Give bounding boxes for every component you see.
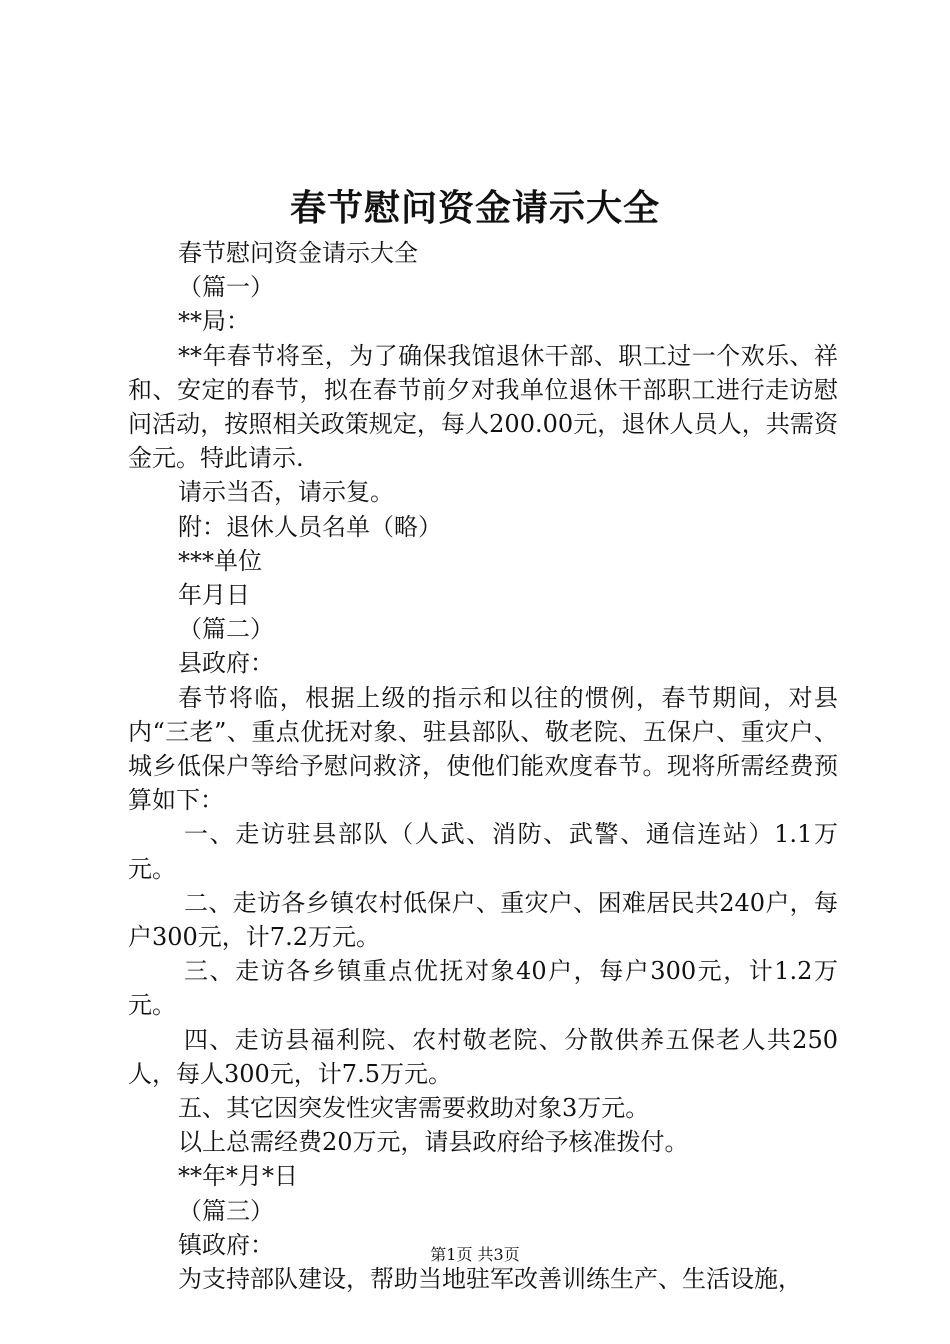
paragraph: （篇三） [178, 1196, 274, 1225]
paragraph: 五、其它因突发性灾害需要救助对象3万元。 [178, 1094, 650, 1123]
paragraph: （篇一） [178, 273, 274, 302]
page-footer: 第1页 共3页 [430, 1245, 520, 1264]
paragraph: 年月日 [178, 581, 250, 610]
paragraph: 二、走访各乡镇农村低保户、重灾户、困难居民共240户，每户300元，计7.2万元。 [128, 888, 838, 952]
paragraph: **年春节将至，为了确保我馆退休干部、职工过一个欢乐、祥和、安定的春节，拟在春节前夕对我单位退休干部职工进行走访慰问活动，按照相关政策规定，每人200.00元，退休人员人，共需资金元。特此请示. [128, 341, 838, 473]
paragraph: **局： [178, 307, 250, 336]
paragraph: 春节将临，根据上级的指示和以往的惯例，春节期间，对县内“三老”、重点优抚对象、驻县部队、敬老院、五保户、重灾户、城乡低保户等给予慰问救济，使他们能欢度春节。现将所需经费预算如下： [128, 683, 838, 815]
paragraph: 以上总需经费20万元，请县政府给予核准拨付。 [178, 1128, 689, 1157]
paragraph: 附：退休人员名单（略） [178, 512, 442, 541]
paragraph: 县政府： [178, 649, 274, 678]
paragraph: 请示当否，请示复。 [178, 478, 394, 507]
paragraph: 三、走访各乡镇重点优抚对象40户，每户300元，计1.2万元。 [128, 957, 838, 1020]
paragraph: 一、走访驻县部队（人武、消防、武警、通信连站）1.1万元。 [128, 820, 838, 883]
paragraph: 镇政府： [178, 1230, 274, 1259]
paragraph: **年*月*日 [178, 1162, 298, 1191]
paragraph: （篇二） [178, 615, 274, 644]
paragraph: 为支持部队建设，帮助当地驻军改善训练生产、生活设施， [178, 1265, 802, 1294]
paragraph: 四、走访县福利院、农村敬老院、分散供养五保老人共250人，每人300元，计7.5万元。 [128, 1025, 838, 1088]
document-body [128, 236, 838, 1296]
paragraph: ***单位 [178, 546, 262, 575]
page-title: 春节慰问资金请示大全 [289, 187, 660, 229]
paragraph: 春节慰问资金请示大全 [178, 239, 418, 267]
